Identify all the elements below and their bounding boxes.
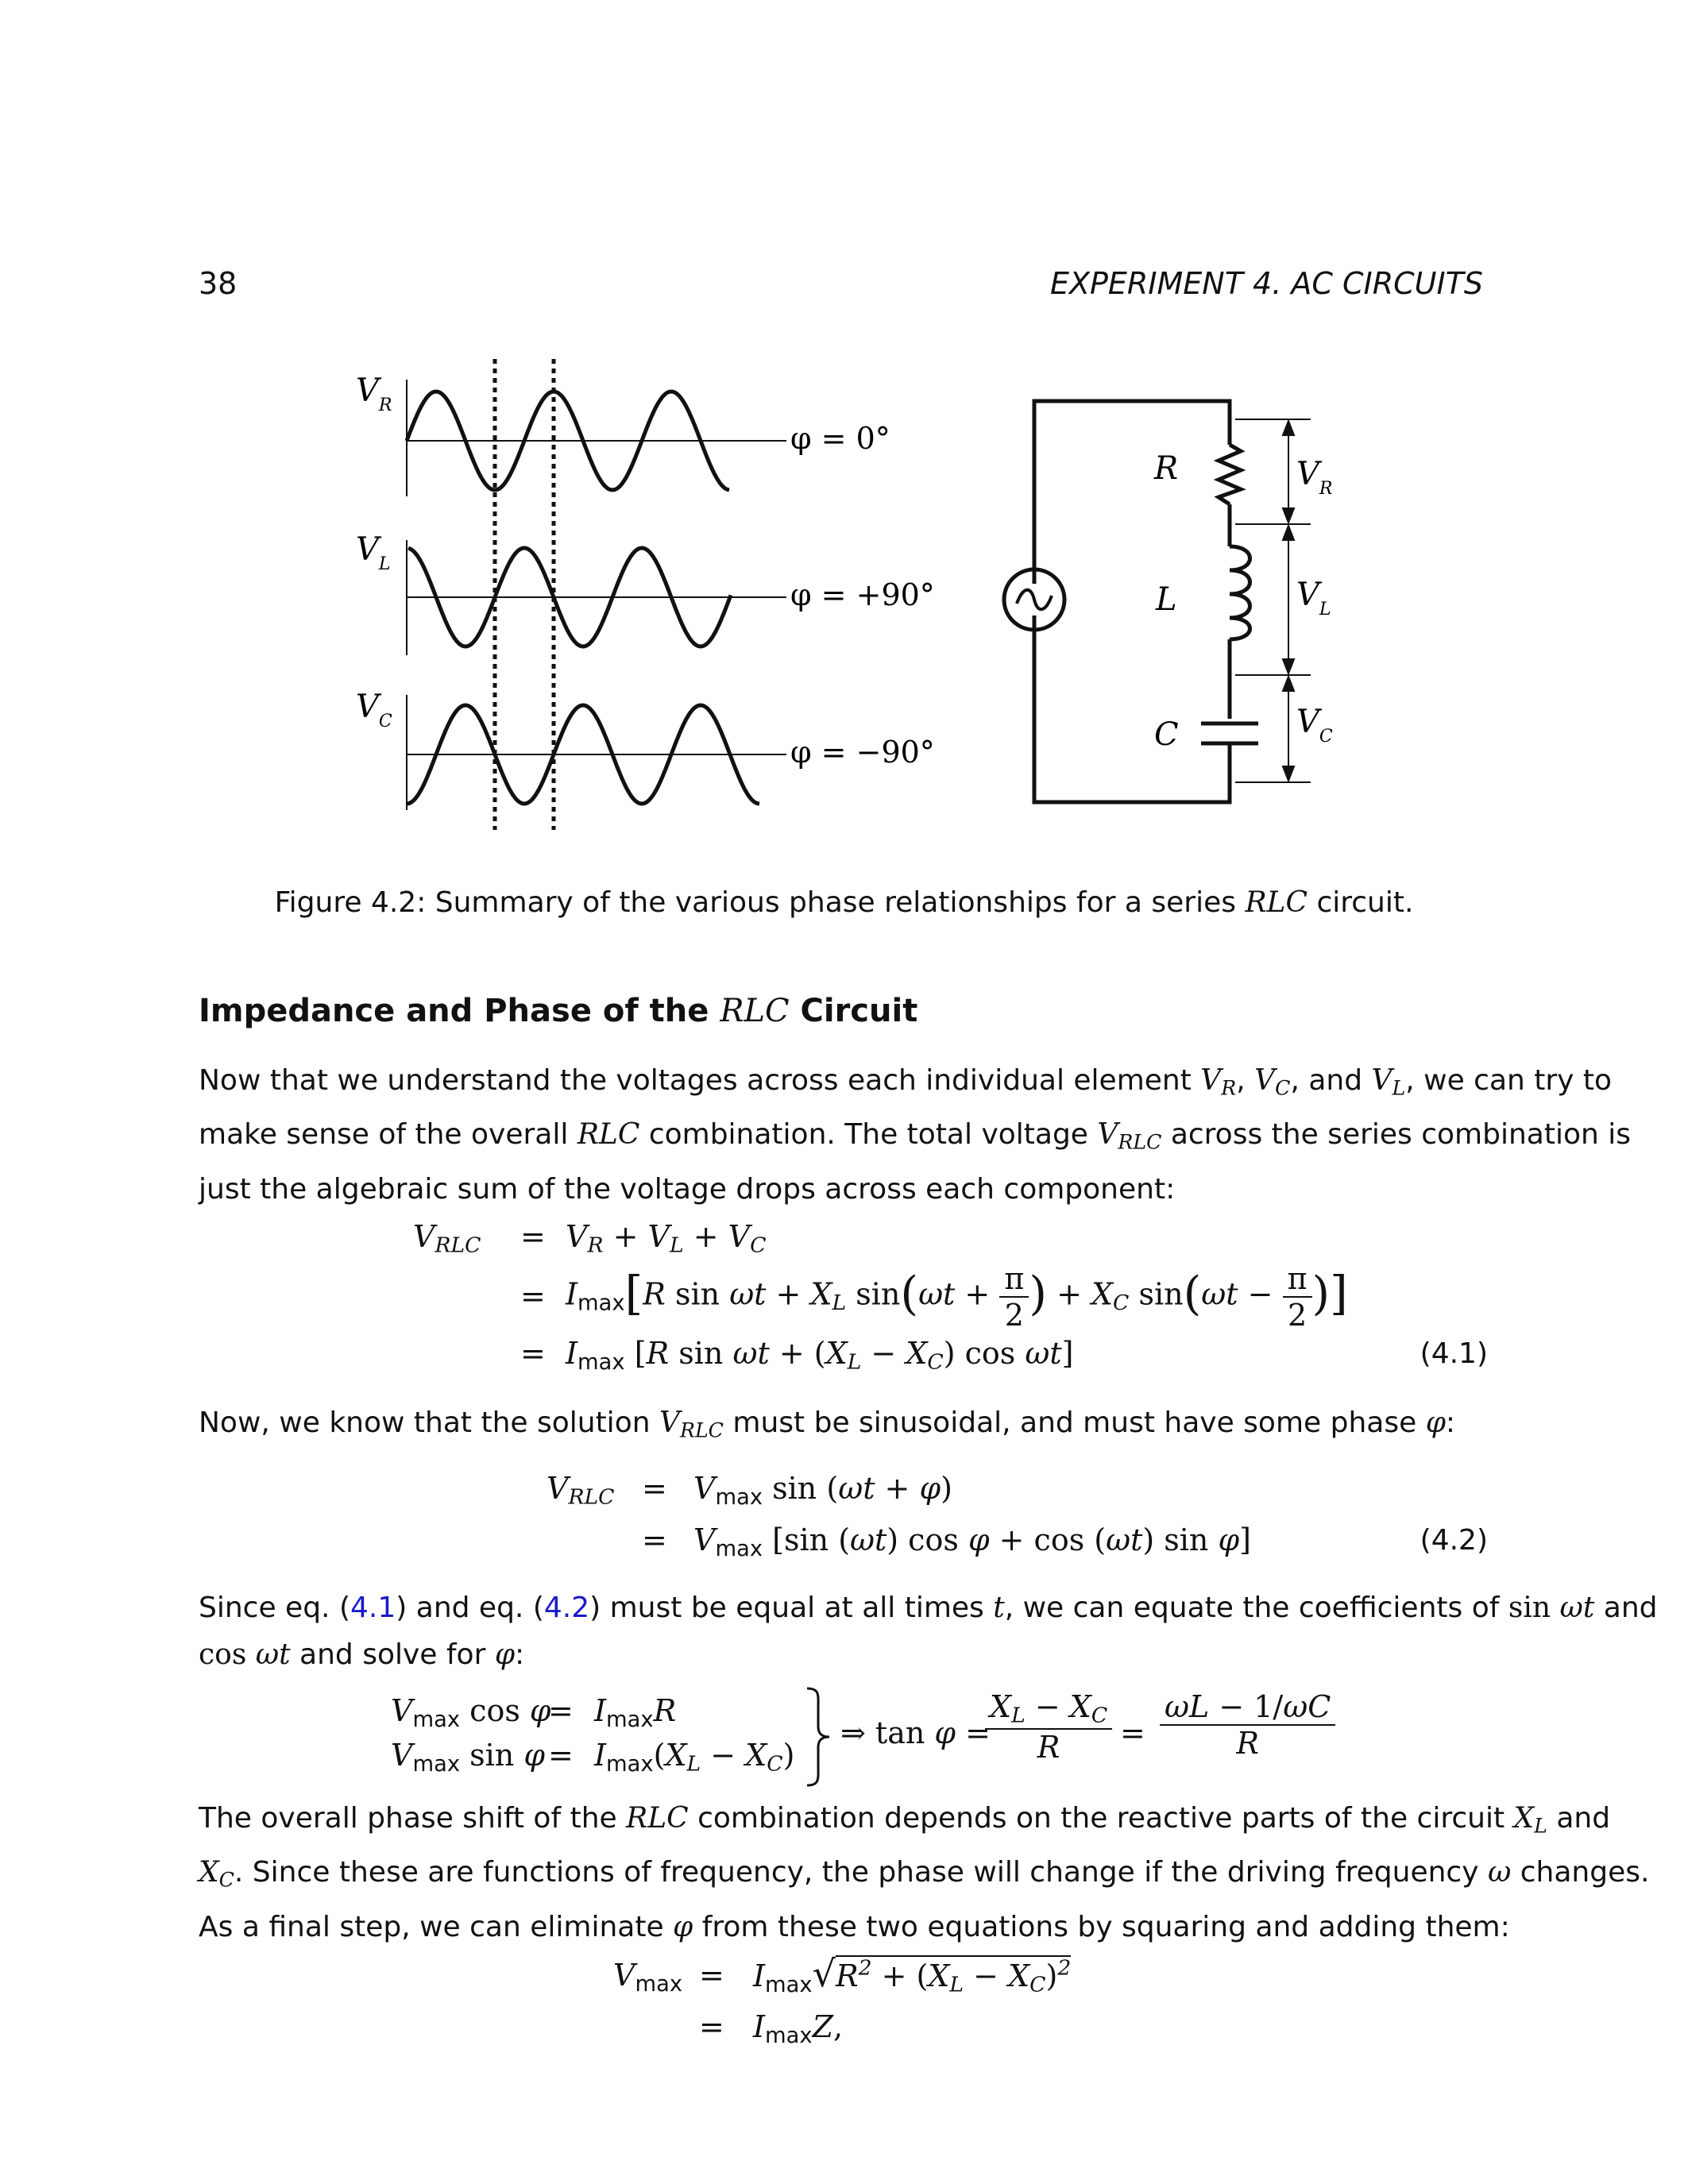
waveform-vl (407, 540, 786, 655)
phase-label-vl: φ = +90° (790, 577, 935, 612)
series-rlc-circuit (1004, 401, 1258, 802)
component-label-c: C (1154, 716, 1179, 753)
running-header: EXPERIMENT 4. AC CIRCUITS (1049, 266, 1483, 301)
inductor-symbol (1230, 546, 1250, 639)
component-label-l: L (1156, 581, 1177, 618)
paragraph-phase-shift: The overall phase shift of the RLC combination depends on the reactive parts of the circuit $X_L$ and $X_C$. Since these are functions of frequency, the phase will change if the driving frequency ω changes. As a final step, we can eliminate φ from these two equations by squaring and adding them: (199, 1802, 1650, 1943)
waveform-vc (407, 695, 786, 810)
voltage-label-vr: $V_R$ (1296, 456, 1333, 499)
paragraph-coefficients: Since eq. (4.1) and eq. (4.2) must be equal at all times t, we can equate the coefficients of sin ωt and cos ωt and solve for φ: (199, 1592, 1658, 1671)
section-heading: Impedance and Phase of the RLC Circuit (199, 993, 918, 1029)
component-label-r: R (1154, 450, 1179, 487)
voltage-label-vc: $V_C$ (1296, 704, 1333, 747)
equation-number: (4.1) (1420, 1337, 1488, 1370)
phase-label-vc: φ = −90° (790, 735, 935, 770)
equation-ref-link[interactable]: 4.1 (350, 1592, 396, 1624)
resistor-symbol (1219, 445, 1241, 504)
paragraph-voltages: Now that we understand the voltages across each individual element $V_R$, $V_C$, and $V_L$, we can try to make sense of the overall RLC combination. The total voltage $V_{RLC}$ across the series combination is just the algebraic sum of the voltage drops across each component: (199, 1064, 1632, 1206)
figure-caption: Figure 4.2: Summary of the various phase relationships for a series RLC circuit. (274, 886, 1414, 919)
voltage-label-vl: $V_L$ (1296, 577, 1331, 619)
waveform-label-vr: $V_R$ (356, 372, 392, 415)
phase-label-vr: φ = 0° (790, 421, 890, 456)
page-number: 38 (199, 266, 238, 301)
waveform-label-vc: $V_C$ (356, 689, 392, 731)
page: 38 EXPERIMENT 4. AC CIRCUITS $V_R$ $V_L$ $V_C$ φ = 0° φ = +90° φ = −90° R L C $V_R$ $V_L$ $V_C$ Figure 4.2: Summary of the various phase relationships for a series RLC circuit. Impedance and Phase of the RLC Circuit Now that we understand the voltages across each individual element $V_R$, $V_C$, and $V_L$, we can try to make sense of the overall RLC combination. The total voltage $V_{RLC}$ across the series combination is just the algebraic sum of the voltage drops across each component: $V_{RLC}$ = $V_R + V_L + V_C$ = Imax[R $\sin \omega t + X_L$ sin(ωt + $\frac{\pi}{2}$ ) + $X_C$ sin(ωt − $\frac{\pi}{2}$ )] = Imax [R $\sin \omega t + (X_L - X_C)$ cos ωt] (4.1) Now, we know that the solution $V_{RLC}$ must be sinusoidal, and must have some phase φ: $V_{RLC}$ = Vmax sin (ωt + φ) = Vmax [sin (ωt) cos φ + cos (ωt) sin φ] (4.2) Since eq. (4.1) and eq. (4.2) must be equal at all times t, we can equate the coefficients of sin ωt and cos ωt and solve for φ: Vmax cos φ = ImaxR Vmax sin φ = $Imax(X_L - X_C)$ ⇒ tan φ = $\frac{X_L - X_C}{R}$ = $\frac{\omega L - 1/\omega C}{R}$ The overall phase shift of the RLC combination depends on the reactive parts of the circuit $X_L$ and $X_C$. Since these are functions of frequency, the phase will change if the driving frequency ω changes. As a final step, we can eliminate φ from these two equations by squaring and adding them: Vmax = $Imax√R^2 + (X_L - X_C)^2$ = ImaxZ, (0, 0, 1688, 2184)
waveform-label-vl: $V_L$ (356, 531, 391, 574)
equation-ref-link[interactable]: 4.2 (543, 1592, 590, 1624)
waveform-vr (407, 380, 786, 496)
equation-number: (4.2) (1420, 1524, 1488, 1557)
figure-phase-relationships (0, 0, 1688, 874)
paragraph-solution: Now, we know that the solution $V_{RLC}$ must be sinusoidal, and must have some phase φ: (199, 1406, 1456, 1442)
